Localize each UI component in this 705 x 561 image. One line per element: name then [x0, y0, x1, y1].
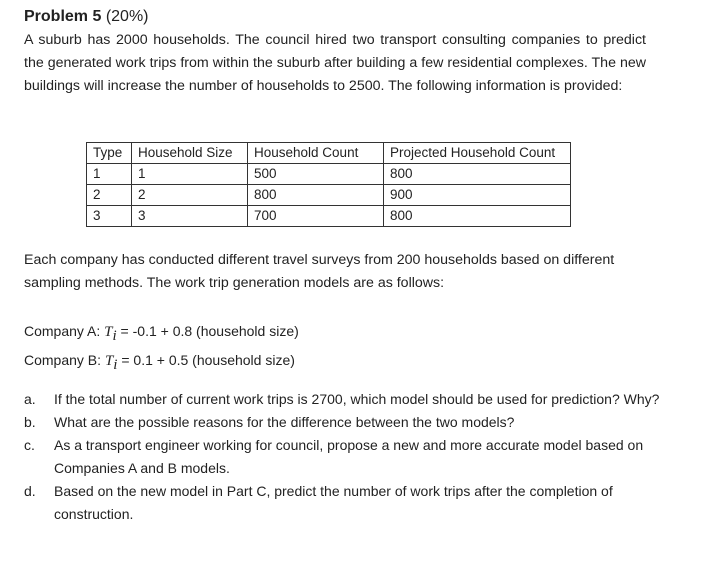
table-header-row [87, 143, 571, 164]
cell-household-size: 3 [132, 206, 248, 227]
question-a [24, 388, 674, 411]
household-table [86, 142, 571, 227]
question-text: What are the possible reasons for the difference between the two models? [54, 414, 515, 430]
model-b-equation: = 0.1 + 0.5 (household size) [117, 351, 295, 368]
model-a-var: T [104, 324, 113, 340]
question-d [24, 480, 674, 526]
question-label: b. [24, 414, 36, 430]
cell-household-size: 2 [132, 185, 248, 206]
question-text: As a transport engineer working for council, propose a new and more accurate model based on Companies A and B models. [54, 437, 644, 476]
problem-weight: (20%) [105, 8, 149, 25]
header-type: Type [87, 143, 132, 164]
header-household-size: Household Size [132, 143, 248, 164]
model-a-equation: = -0.1 + 0.8 (household size) [116, 323, 299, 339]
table-row [87, 206, 571, 227]
model-b-sub: i [113, 356, 118, 373]
cell-type: 3 [87, 206, 132, 227]
table-row [87, 164, 571, 185]
question-c [24, 434, 674, 480]
model-b-var: T [104, 352, 114, 369]
model-b-label: Company B: [24, 351, 102, 368]
cell-household-count: 700 [248, 206, 384, 227]
question-text: Based on the new model in Part C, predict the number of work trips after the completion of construction. [54, 483, 613, 522]
header-household-count: Household Count [248, 143, 384, 164]
cell-projected-count: 800 [384, 206, 571, 227]
header-projected-count: Projected Household Count [384, 143, 571, 164]
cell-type: 1 [87, 164, 132, 185]
survey-paragraph: Each company has conducted different travel surveys from 200 households based on different sampling methods. The work trip generation models are as follows: [24, 252, 615, 291]
trip-models [24, 320, 299, 378]
problem-section [24, 6, 664, 98]
question-label: a. [24, 391, 36, 407]
question-list [24, 388, 674, 526]
cell-household-size: 1 [132, 164, 248, 185]
cell-projected-count: 800 [384, 164, 571, 185]
cell-type: 2 [87, 185, 132, 206]
problem-intro: A suburb has 2000 households. The council hired two transport consulting companies to predict the generated work trips from within the suburb after building a few residential complexes. The new buildings will increase the number of households to 2500. The following information is provided: [24, 32, 646, 94]
question-b [24, 411, 674, 434]
cell-household-count: 500 [248, 164, 384, 185]
question-text: If the total number of current work trips is 2700, which model should be used for prediction? Why? [54, 391, 660, 407]
question-label: c. [24, 437, 35, 453]
table-row [87, 185, 571, 206]
question-label: d. [24, 483, 36, 499]
cell-projected-count: 900 [384, 185, 571, 206]
model-a-label: Company A: [24, 323, 101, 339]
model-company-b [24, 349, 299, 378]
model-company-a [24, 320, 299, 349]
problem-title-text: Problem 5 [24, 8, 102, 25]
problem-title [24, 6, 664, 28]
model-a-sub: i [112, 327, 117, 344]
cell-household-count: 800 [248, 185, 384, 206]
